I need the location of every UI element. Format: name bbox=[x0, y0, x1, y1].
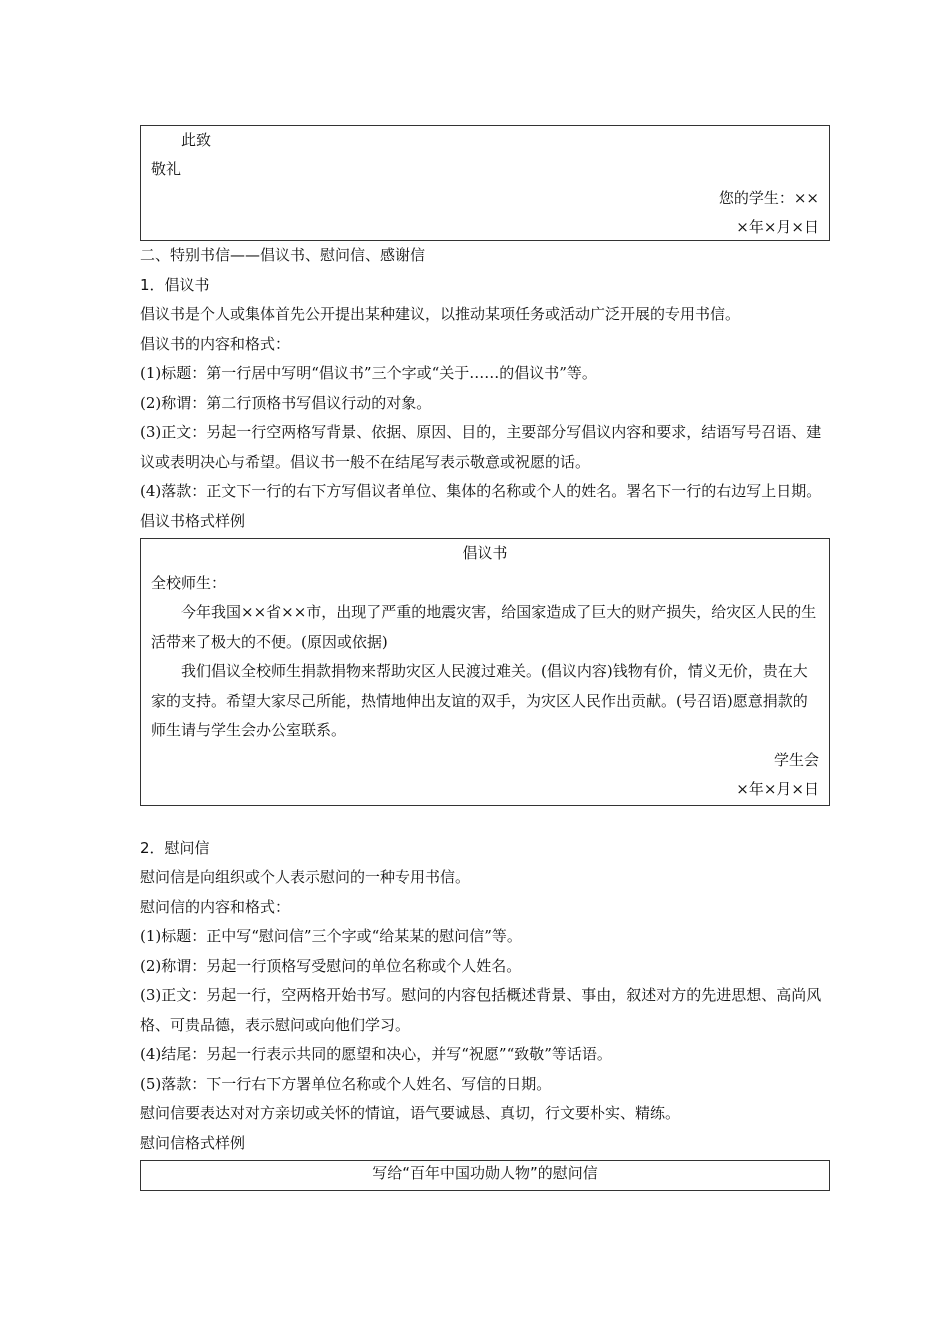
proposal-sample-para-1: 今年我国××省××市，出现了严重的地震灾害，给国家造成了巨大的财产损失，给灾区人民的生活带来了极大的不便。(原因或依据) bbox=[151, 603, 817, 651]
proposal-item-salutation: (2)称谓：第二行顶格书写倡议行动的对象。 bbox=[140, 393, 432, 412]
proposal-item-signoff: (4)落款：正文下一行的右下方写倡议者单位、集体的名称或个人的姓名。署名下一行的右边写上日期。 bbox=[140, 482, 822, 500]
section-2-title: 二、特别书信——倡议书、慰问信、感谢信 bbox=[140, 246, 426, 264]
closing-line-1: 此致 bbox=[181, 131, 212, 149]
section-spacer bbox=[140, 806, 830, 834]
condolence-format-intro: 慰问信的内容和格式： bbox=[140, 897, 291, 916]
closing-line-2: 敬礼 bbox=[151, 160, 182, 178]
closing-date: ×年×月×日 bbox=[736, 218, 819, 236]
condolence-sample-box bbox=[140, 1160, 830, 1191]
proposal-sample-date: ×年×月×日 bbox=[736, 780, 819, 798]
condolence-item-body: (3)正文：另起一行，空两格开始书写。慰问的内容包括概述背景、事由，叙述对方的先进思想、高尚风格、可贵品德，表示慰问或向他们学习。 bbox=[140, 986, 822, 1034]
proposal-item-body: (3)正文：另起一行空两格写背景、依据、原因、目的，主要部分写倡议内容和要求，结语写号召语、建议或表明决心与希望。倡议书一般不在结尾写表示敬意或祝愿的话。 bbox=[140, 423, 822, 471]
proposal-heading: 1．倡议书 bbox=[140, 275, 210, 294]
condolence-heading: 2．慰问信 bbox=[140, 838, 210, 857]
proposal-format-intro: 倡议书的内容和格式： bbox=[140, 334, 291, 353]
proposal-definition: 倡议书是个人或集体首先公开提出某种建议，以推动某项任务或活动广泛开展的专用书信。 bbox=[140, 305, 741, 323]
condolence-sample-title: 写给“百年中国功勋人物”的慰问信 bbox=[372, 1164, 598, 1182]
document-page bbox=[140, 125, 830, 1191]
condolence-definition: 慰问信是向组织或个人表示慰问的一种专用书信。 bbox=[140, 868, 471, 886]
proposal-sample-heading: 倡议书格式样例 bbox=[140, 511, 246, 530]
condolence-item-ending: (4)结尾：另起一行表示共同的愿望和决心，并写“祝愿”“致敬”等话语。 bbox=[140, 1045, 612, 1063]
proposal-sample-para-2: 我们倡议全校师生捐款捐物来帮助灾区人民渡过难关。(倡议内容)钱物有价，情义无价，贵在大家的支持。希望大家尽己所能，热情地伸出友谊的双手，为灾区人民作出贡献。(号召语)愿意捐款的师生请与学生会办公室联系。 bbox=[151, 662, 808, 739]
letter-closing-box bbox=[140, 125, 830, 241]
condolence-sample-heading: 慰问信格式样例 bbox=[140, 1133, 246, 1152]
closing-signature: 您的学生：×× bbox=[718, 189, 819, 207]
proposal-sample-signer: 学生会 bbox=[773, 750, 819, 769]
proposal-sample-title: 倡议书 bbox=[462, 544, 508, 562]
condolence-item-signoff: (5)落款：下一行右下方署单位名称或个人姓名、写信的日期。 bbox=[140, 1074, 552, 1093]
condolence-note: 慰问信要表达对对方亲切或关怀的情谊，语气要诚恳、真切，行文要朴实、精练。 bbox=[140, 1104, 681, 1122]
proposal-sample-salutation: 全校师生： bbox=[151, 573, 227, 592]
condolence-item-title: (1)标题：正中写“慰问信”三个字或“给某某的慰问信”等。 bbox=[140, 927, 522, 945]
proposal-item-title: (1)标题：第一行居中写明“倡议书”三个字或“关于……的倡议书”等。 bbox=[140, 364, 597, 382]
condolence-item-salutation: (2)称谓：另起一行顶格写受慰问的单位名称或个人姓名。 bbox=[140, 956, 522, 975]
proposal-sample-box bbox=[140, 538, 830, 806]
